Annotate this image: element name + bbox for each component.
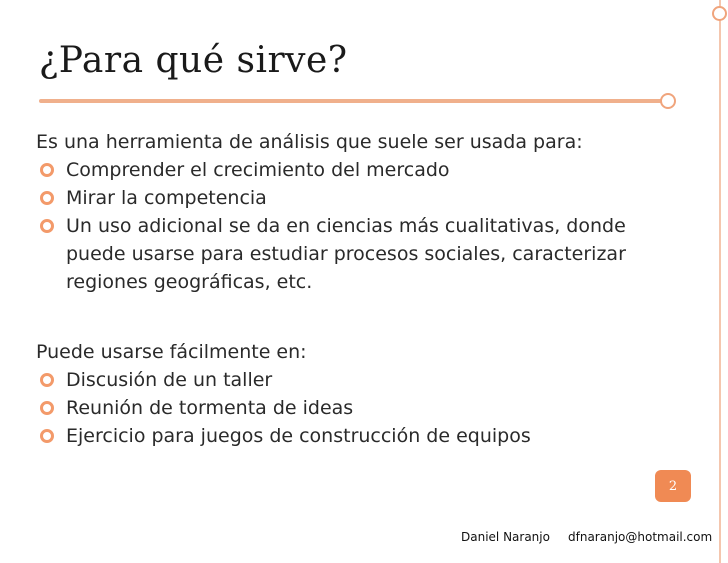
intro-text: Es una herramienta de análisis que suele ser usada para: <box>36 131 583 153</box>
list-item-text: Comprender el crecimiento del mercado <box>66 159 450 181</box>
list-item <box>36 212 676 296</box>
title-rule-end-dot-icon <box>660 93 676 109</box>
list-item <box>36 156 676 184</box>
title-underline <box>39 99 664 103</box>
section-gap <box>36 296 676 338</box>
contexts-list <box>36 366 676 450</box>
slide-title: ¿Para qué sirve? <box>39 40 348 81</box>
list-item <box>36 422 676 450</box>
list-item <box>36 184 676 212</box>
list-item-text: Reunión de tormenta de ideas <box>66 397 354 419</box>
slide-body <box>36 128 676 450</box>
page-number-badge: 2 <box>655 470 691 502</box>
right-edge-line <box>719 0 721 563</box>
uses-list <box>36 156 676 296</box>
second-intro-text: Puede usarse fácilmente en: <box>36 341 307 363</box>
bullet-icon <box>40 163 54 177</box>
list-item <box>36 394 676 422</box>
footer-email: dfnaranjo@hotmail.com <box>568 530 713 544</box>
footer-author: Daniel Naranjo <box>461 530 550 544</box>
bullet-icon <box>40 219 54 233</box>
bullet-icon <box>40 373 54 387</box>
list-item-text: Discusión de un taller <box>66 369 273 391</box>
list-item-text: Mirar la competencia <box>66 187 267 209</box>
bullet-icon <box>40 191 54 205</box>
top-right-dot-icon <box>712 6 727 21</box>
list-item <box>36 366 676 394</box>
list-item-text: Un uso adicional se da en ciencias más cualitativas, donde puede usarse para estudiar procesos sociales, caracterizar regiones geográficas, etc. <box>66 215 626 293</box>
list-item-text: Ejercicio para juegos de construcción de equipos <box>66 425 531 447</box>
bullet-icon <box>40 401 54 415</box>
bullet-icon <box>40 429 54 443</box>
